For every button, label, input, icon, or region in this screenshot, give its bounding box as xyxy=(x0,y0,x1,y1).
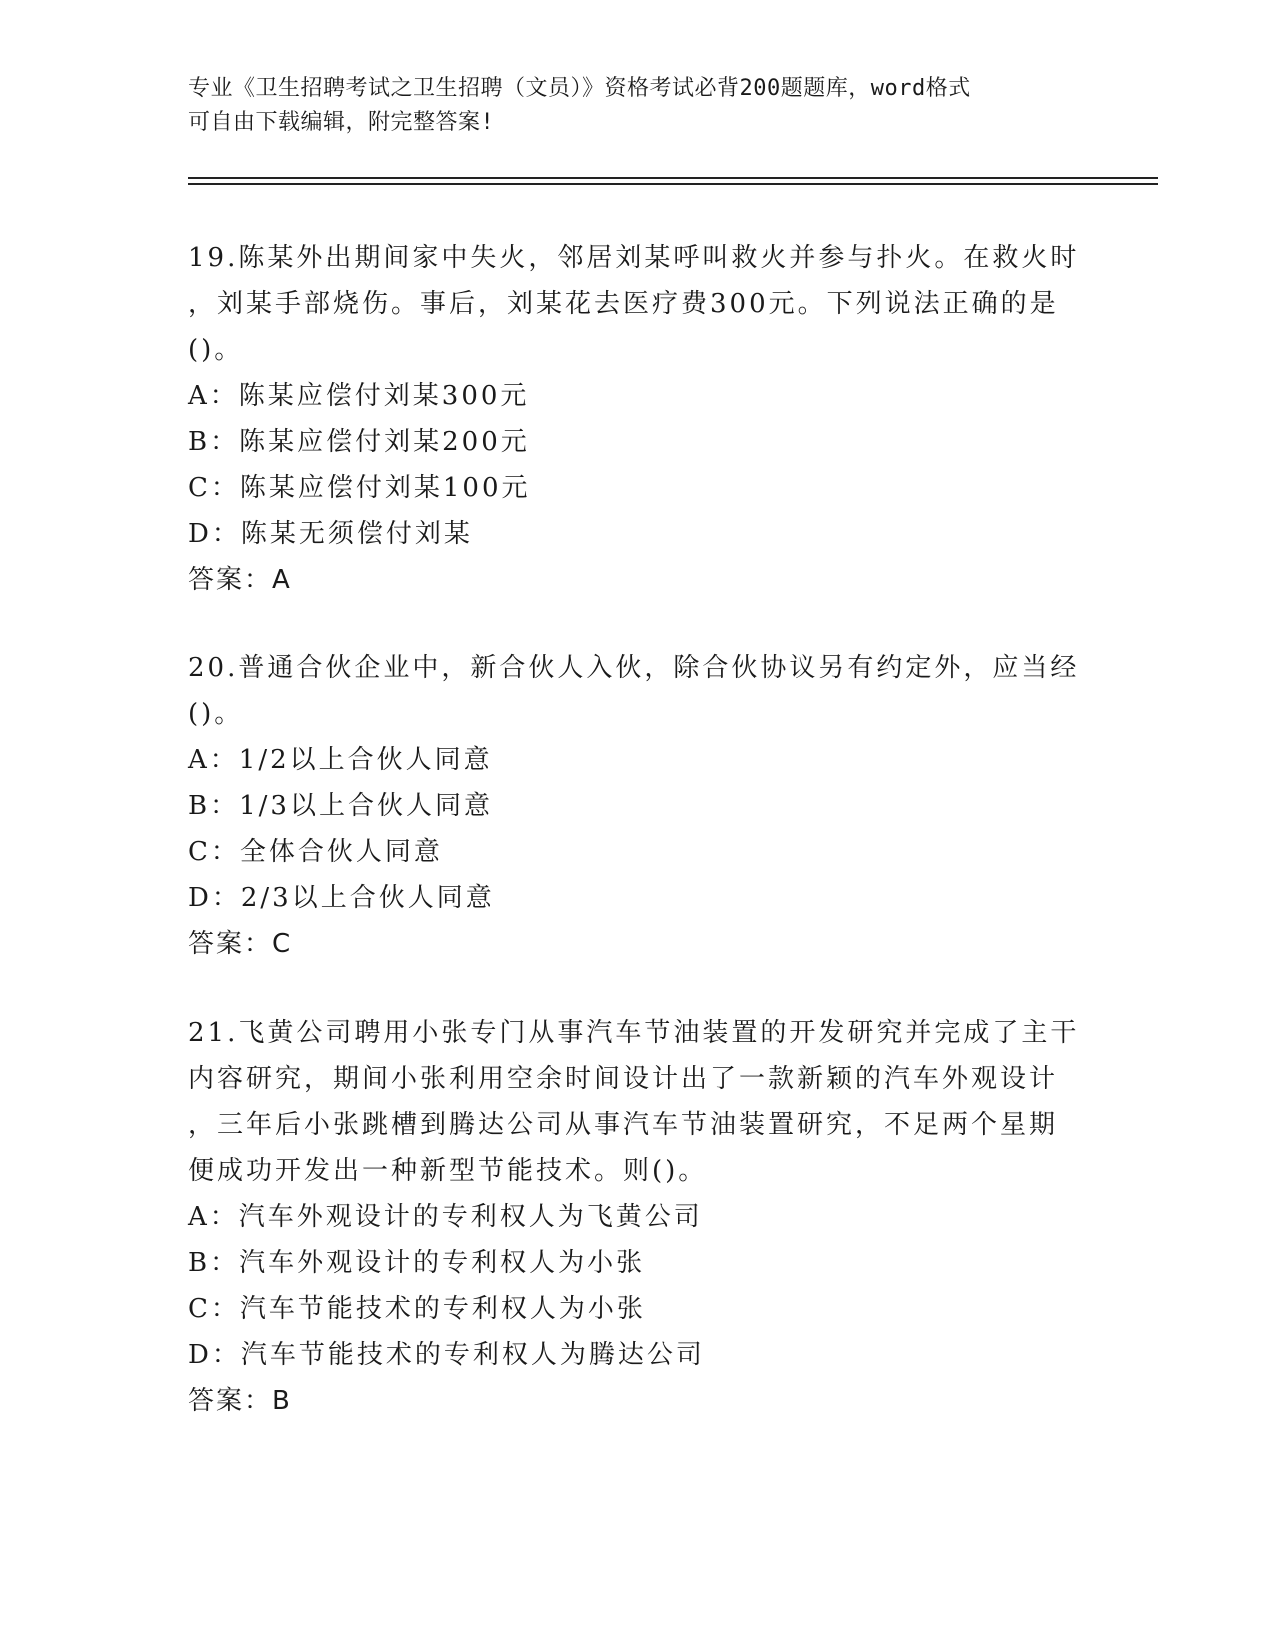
header-divider-top xyxy=(188,177,1158,179)
answer-label: 答案：A xyxy=(188,565,292,595)
question-stem-line: 19.陈某外出期间家中失火，邻居刘某呼叫救火并参与扑火。在救火时 xyxy=(188,243,1080,273)
question-20 xyxy=(188,645,1088,967)
question-stem-line: 20.普通合伙企业中，新合伙人入伙，除合伙协议另有约定外，应当经 xyxy=(188,653,1080,683)
header-line-2: 可自由下载编辑，附完整答案! xyxy=(188,110,495,135)
question-stem-line: 内容研究，期间小张利用空余时间设计出了一款新颖的汽车外观设计 xyxy=(188,1064,1059,1094)
option-a: A：1/2以上合伙人同意 xyxy=(188,745,493,775)
option-a: A：陈某应偿付刘某300元 xyxy=(188,381,530,411)
question-stem-line: ，三年后小张跳槽到腾达公司从事汽车节油装置研究，不足两个星期 xyxy=(188,1110,1059,1140)
question-stem-line: 便成功开发出一种新型节能技术。则()。 xyxy=(188,1156,708,1186)
document-header xyxy=(188,72,1088,140)
option-c: C：汽车节能技术的专利权人为小张 xyxy=(188,1294,646,1324)
question-21 xyxy=(188,1010,1088,1424)
option-c: C：全体合伙人同意 xyxy=(188,837,443,867)
question-stem-line: 21.飞黄公司聘用小张专门从事汽车节油装置的开发研究并完成了主干 xyxy=(188,1018,1080,1048)
option-d: D：2/3以上合伙人同意 xyxy=(188,883,495,913)
question-stem-line: ，刘某手部烧伤。事后，刘某花去医疗费300元。下列说法正确的是 xyxy=(188,289,1059,319)
option-b: B：汽车外观设计的专利权人为小张 xyxy=(188,1248,646,1278)
question-stem-line: ()。 xyxy=(188,699,244,729)
option-b: B：1/3以上合伙人同意 xyxy=(188,791,493,821)
option-d: D：陈某无须偿付刘某 xyxy=(188,519,473,549)
question-19 xyxy=(188,235,1088,603)
option-b: B：陈某应偿付刘某200元 xyxy=(188,427,530,457)
answer-label: 答案：C xyxy=(188,929,293,959)
option-d: D：汽车节能技术的专利权人为腾达公司 xyxy=(188,1340,705,1370)
option-a: A：汽车外观设计的专利权人为飞黄公司 xyxy=(188,1202,703,1232)
option-c: C：陈某应偿付刘某100元 xyxy=(188,473,531,503)
header-line-1: 专业《卫生招聘考试之卫生招聘（文员）》资格考试必背200题题库，word格式 xyxy=(188,76,971,101)
header-divider-bottom xyxy=(188,183,1158,185)
question-stem-line: ()。 xyxy=(188,335,244,365)
answer-label: 答案：B xyxy=(188,1386,292,1416)
